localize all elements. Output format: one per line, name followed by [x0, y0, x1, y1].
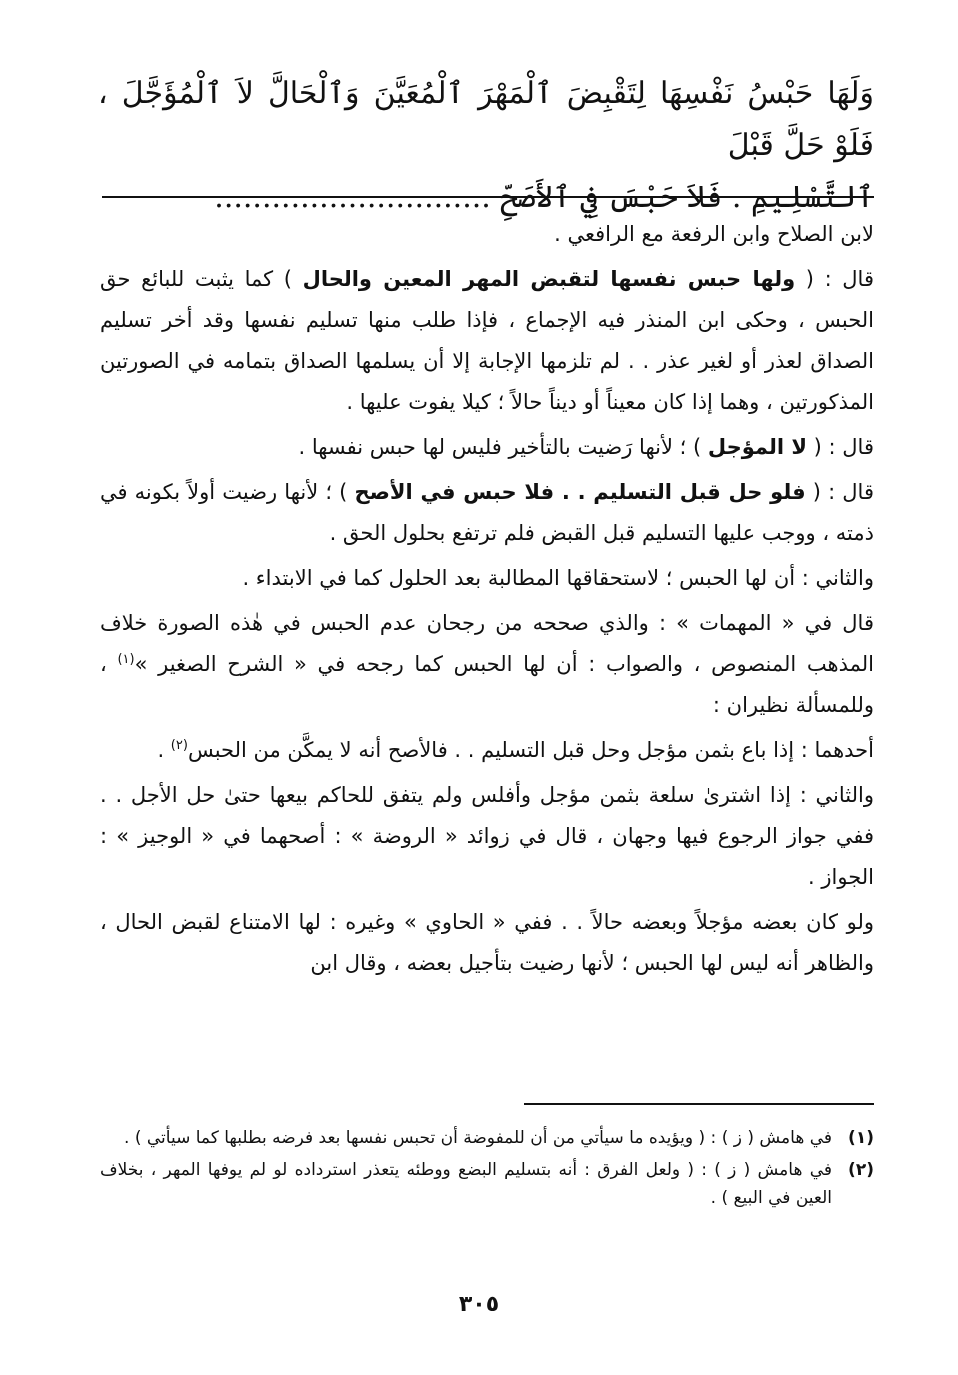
quoted-matn: لا المؤجل: [707, 435, 807, 459]
paragraph: ولو كان بعضه مؤجلاً وبعضه حالاً . . ففي « الحاوي » وغيره : لها الامتناع لقبض الحال ، والظاهر أنه ليس لها الحبس ؛ لأنها رضيت بتأجيل بعضه ، وقال ابن: [100, 910, 874, 975]
paragraph-lead: قال : (: [805, 480, 874, 504]
paragraph: والثاني : أن لها الحبس ؛ لاستحقاقها المطالبة بعد الحلول كما في الابتداء .: [242, 566, 874, 590]
footnote-ref[interactable]: (٢): [170, 738, 188, 753]
paragraph-rest: ) كما يثبت للبائع حق الحبس ، وحكى ابن المنذر فيه الإجماع ، فإذا طلب منها تسليم نفسها وقد أخر تسليم الصداق لعذر أو لغير عذر . . لم تلزمها الإجابة إلا أن يسلمها الصداق بتمامه في الصورتين المذكورتين ، وهما إذا كان معيناً أو ديناً حالاً ؛ كيلا يفوت عليها .: [100, 267, 874, 414]
paragraph-text: .: [157, 738, 171, 762]
quoted-matn: ولها حبس نفسها لتقبض المهر المعين والحال: [302, 267, 796, 291]
paragraph-text: قال في « المهمات » : والذي صححه من رجحان عدم الحبس في هٰذه الصورة خلاف المذهب المنصوص ، والصواب : أن لها الحبس كما رجحه في « الشرح الصغير »: [100, 611, 875, 676]
paragraph-text: ، وللمسألة نظيران :: [100, 652, 874, 717]
paragraph: [100, 259, 874, 423]
matn-line: وَلَهَا حَبْسُ نَفْسِهَا لِتَقْبِضَ ٱلْمَهْرَ ٱلْمُعَيَّنَ وَٱلْحَالَّ لاَ ٱلْمُؤَجَّلَ ، فَلَوْ حَلَّ قَبْلَ: [98, 76, 874, 163]
footnote-ref[interactable]: (١): [117, 652, 135, 667]
footnote-text: في هامش ( ز ) : ( ويؤيده ما سيأتي من أن للمفوضة أن تحبس نفسها بعد فرضه بطلبها كما سيأتي ) .: [124, 1128, 832, 1148]
footnote-text: في هامش ( ز ) : ( ولعل الفرق : أنه بتسليم البضع ووطئه يتعذر استرداده لو لم يوفها المهر ، بخلاف العين في البيع ) .: [100, 1160, 832, 1208]
footnote-divider: [524, 1103, 874, 1105]
footnote-item: [100, 1124, 874, 1152]
paragraph: [100, 603, 874, 726]
page-number: ٣٠٥: [458, 1292, 500, 1317]
commentary-text: [100, 214, 874, 988]
footnote-number: (١): [848, 1128, 874, 1148]
paragraph: والثاني : إذا اشترىٰ سلعة بثمن مؤجل وأفلس ولم يتفق للحاكم بيعها حتىٰ حل الأجل . . ففي جواز الرجوع فيها وجهان ، قال في زوائد « الروضة » : أصحهما في « الوجيز » : الجواز .: [100, 783, 874, 889]
quoted-matn: فلو حل قبل التسليم . . فلا حبس في الأصح: [354, 480, 806, 504]
paragraph: [100, 472, 874, 554]
paragraph-rest: ) ؛ لأنها رَضيت بالتأخير فليس لها حبس نفسها .: [298, 435, 708, 459]
paragraph-lead: قال : (: [807, 435, 874, 459]
matn-divider: [102, 196, 874, 198]
matn-line: ٱلتَّسْلِيمِ . فَلاَ حَبْسَ فِي ٱلأَصَحِّ .............................: [214, 180, 874, 215]
footnote-item: [100, 1156, 874, 1212]
paragraph: [100, 730, 874, 771]
paragraph: [100, 427, 874, 468]
paragraph: لابن الصلاح وابن الرفعة مع الرافعي .: [554, 222, 874, 246]
paragraph-rest: ) ؛ لأنها رضيت أولاً بكونه في ذمته ، ووجب عليها التسليم قبل القبض فلم ترتفع بحلول الحق .: [100, 480, 874, 545]
footnotes: [100, 1124, 874, 1216]
footnote-number: (٢): [848, 1160, 874, 1180]
paragraph-lead: قال : (: [795, 267, 874, 291]
matn-text: [98, 68, 874, 224]
paragraph-text: أحدهما : إذا باع بثمن مؤجل وحل قبل التسليم . . فالأصح أنه لا يمكَّن من الحبس: [187, 738, 874, 762]
